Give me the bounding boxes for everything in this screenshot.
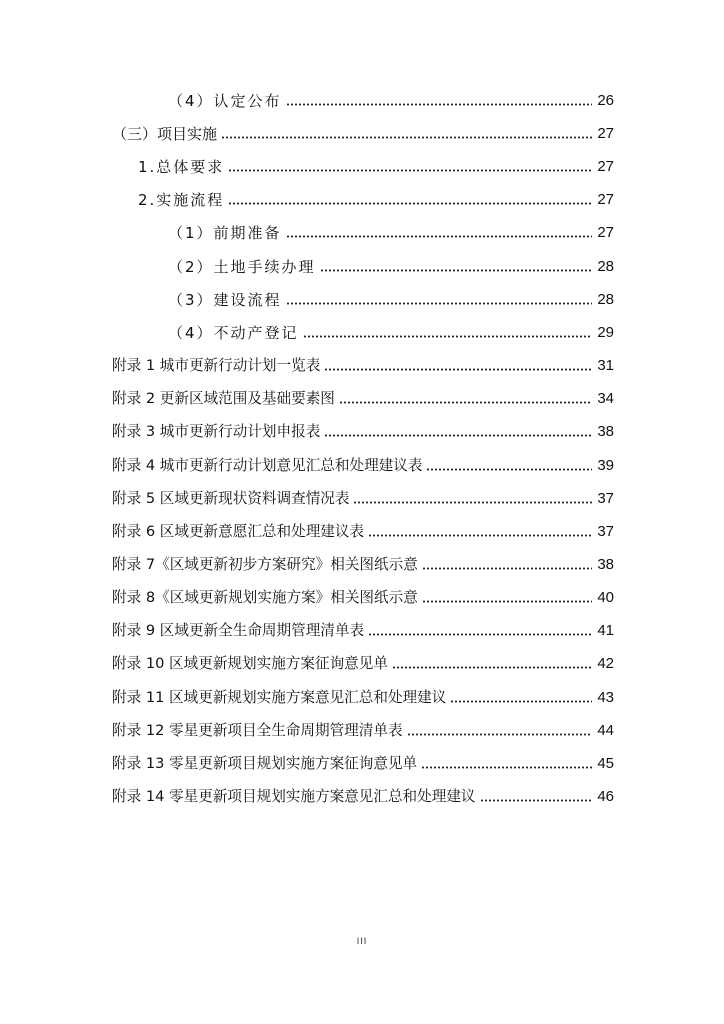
toc-entry-page: 27 bbox=[597, 191, 614, 208]
footer-page-number: III bbox=[356, 936, 368, 946]
toc-entry-page: 27 bbox=[597, 224, 614, 241]
toc-dot-leader bbox=[426, 468, 592, 471]
toc-dot-leader bbox=[392, 666, 592, 669]
toc-entry-page: 31 bbox=[597, 357, 614, 374]
toc-entry-page: 29 bbox=[597, 324, 614, 341]
toc-entry-label: 附录 3 城市更新行动计划申报表 bbox=[112, 423, 321, 440]
toc-entry-page: 40 bbox=[597, 589, 614, 606]
toc-entry-label: （1）前期准备 bbox=[168, 224, 282, 242]
toc-entry-page: 43 bbox=[597, 689, 614, 706]
toc-entry-label: 附录 8《区域更新规划实施方案》相关图纸示意 bbox=[112, 589, 418, 606]
toc-entry[interactable] bbox=[168, 287, 614, 311]
toc-entry-page: 27 bbox=[597, 158, 614, 175]
toc-entry-page: 38 bbox=[597, 423, 614, 440]
toc-entry[interactable] bbox=[168, 220, 614, 244]
toc-dot-leader bbox=[450, 700, 592, 703]
toc-dot-leader bbox=[286, 235, 592, 238]
toc-entry-label: 1.总体要求 bbox=[138, 158, 225, 176]
toc-entry-page: 46 bbox=[597, 788, 614, 805]
toc-entry-page: 44 bbox=[597, 722, 614, 739]
toc-dot-leader bbox=[480, 799, 592, 802]
toc-entry-label: 2.实施流程 bbox=[138, 191, 225, 209]
toc-dot-leader bbox=[221, 136, 592, 139]
toc-entry-label: （4）认定公布 bbox=[168, 92, 282, 110]
toc-entry-page: 28 bbox=[597, 291, 614, 308]
toc-dot-leader bbox=[228, 169, 592, 172]
toc-entry-appendix[interactable] bbox=[112, 386, 614, 410]
toc-entry[interactable] bbox=[168, 320, 614, 344]
toc-entry-label: 附录 6 区域更新意愿汇总和处理建议表 bbox=[112, 523, 365, 540]
toc-entry[interactable] bbox=[138, 187, 614, 211]
toc-entry-label: 附录 9 区域更新全生命周期管理清单表 bbox=[112, 622, 365, 639]
toc-entry-page: 45 bbox=[597, 755, 614, 772]
toc-entry-label: 附录 4 城市更新行动计划意见汇总和处理建议表 bbox=[112, 457, 423, 474]
toc-entry-label: 附录 5 区域更新现状资料调查情况表 bbox=[112, 490, 350, 507]
toc-entry[interactable] bbox=[168, 88, 614, 112]
toc-entry-page: 34 bbox=[597, 390, 614, 407]
toc-entry-page: 38 bbox=[597, 556, 614, 573]
toc-entry-appendix[interactable] bbox=[112, 751, 614, 775]
toc-entry-page: 41 bbox=[597, 622, 614, 639]
toc-entry-label: 附录 7《区域更新初步方案研究》相关图纸示意 bbox=[112, 556, 418, 573]
toc-entry-appendix[interactable] bbox=[112, 784, 614, 808]
toc-entry-label: （3）建设流程 bbox=[168, 291, 282, 309]
toc-entry-appendix[interactable] bbox=[112, 419, 614, 443]
toc-entry-label: 附录 13 零星更新项目规划实施方案征询意见单 bbox=[112, 755, 418, 772]
toc-entry-appendix[interactable] bbox=[112, 486, 614, 510]
toc-dot-leader bbox=[339, 401, 592, 404]
toc-entry-page: 37 bbox=[597, 523, 614, 540]
toc-dot-leader bbox=[421, 766, 592, 769]
toc-dot-leader bbox=[422, 567, 592, 570]
toc-entry-page: 26 bbox=[597, 92, 614, 109]
toc-dot-leader bbox=[320, 269, 592, 272]
toc-entry-page: 27 bbox=[597, 125, 614, 142]
toc-dot-leader bbox=[303, 335, 592, 338]
toc-dot-leader bbox=[324, 434, 592, 437]
toc-dot-leader bbox=[407, 733, 592, 736]
toc-entry-appendix[interactable] bbox=[112, 552, 614, 576]
toc-entry-appendix[interactable] bbox=[112, 618, 614, 642]
toc-entry-label: 附录 2 更新区域范围及基础要素图 bbox=[112, 390, 335, 407]
toc-dot-leader bbox=[353, 501, 592, 504]
toc-entry-page: 28 bbox=[597, 258, 614, 275]
toc-dot-leader bbox=[422, 600, 592, 603]
toc-entry-label: 附录 12 零星更新项目全生命周期管理清单表 bbox=[112, 722, 403, 739]
toc-entry-page: 39 bbox=[597, 457, 614, 474]
toc-dot-leader bbox=[286, 103, 592, 106]
toc-entry-appendix[interactable] bbox=[112, 453, 614, 477]
toc-entry-appendix[interactable] bbox=[112, 651, 614, 675]
toc-dot-leader bbox=[368, 534, 592, 537]
toc-entry-page: 42 bbox=[597, 655, 614, 672]
toc-entry-appendix[interactable] bbox=[112, 585, 614, 609]
toc-dot-leader bbox=[228, 202, 592, 205]
toc-entry-label: 附录 10 区域更新规划实施方案征询意见单 bbox=[112, 655, 388, 672]
toc-entry-appendix[interactable] bbox=[112, 519, 614, 543]
toc-dot-leader bbox=[286, 302, 592, 305]
toc-entry-appendix[interactable] bbox=[112, 718, 614, 742]
toc-entry-page: 37 bbox=[597, 490, 614, 507]
toc-entry-label: 附录 14 零星更新项目规划实施方案意见汇总和处理建议 bbox=[112, 788, 476, 805]
toc-entry-label: （三）项目实施 bbox=[112, 125, 218, 143]
toc-entry-label: 附录 1 城市更新行动计划一览表 bbox=[112, 357, 321, 374]
toc-entry-label: 附录 11 区域更新规划实施方案意见汇总和处理建议 bbox=[112, 689, 447, 706]
toc-entry[interactable] bbox=[112, 121, 614, 145]
toc-entry-appendix[interactable] bbox=[112, 685, 614, 709]
toc-entry[interactable] bbox=[168, 254, 614, 278]
toc-entry[interactable] bbox=[138, 154, 614, 178]
toc-dot-leader bbox=[368, 633, 592, 636]
toc-entry-appendix[interactable] bbox=[112, 353, 614, 377]
toc-dot-leader bbox=[324, 368, 592, 371]
toc-entry-label: （2）土地手续办理 bbox=[168, 258, 316, 276]
toc-entry-label: （4）不动产登记 bbox=[168, 324, 299, 342]
